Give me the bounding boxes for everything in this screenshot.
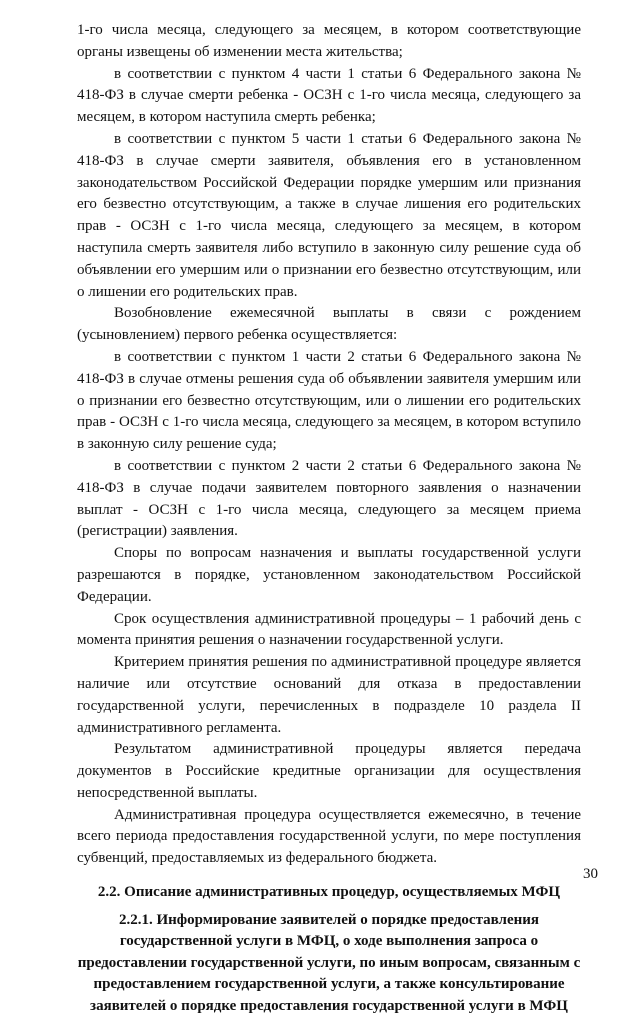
paragraph: в соответствии с пунктом 2 части 2 статьи 6 Федерального закона № 418-ФЗ в случае подачи заявителем повторного заявления о назначении выплат - ОСЗН с 1-го числа месяца, следующего за месяцем приема (регистрации) заявления. xyxy=(77,457,581,540)
paragraph: 1-го числа месяца, следующего за месяцем, в котором соответствующие органы извещены об изменении места жительства; xyxy=(77,22,581,60)
page-number: 30 xyxy=(583,866,598,882)
paragraph: в соответствии с пунктом 5 части 1 статьи 6 Федерального закона № 418-ФЗ в случае смерти заявителя, объявления его в установленном законодательством Российской Федерации порядке умершим или признания его безвестно отсутствующим, а также в случае лишения его родительских прав - ОСЗН с 1-го числа месяца, следующего за месяцем, в котором наступила смерть заявителя либо вступило в законную силу решение суда об объявлении его умершим или о признании его безвестно отсутствующим, или о лишении его родительских прав. xyxy=(77,130,581,300)
paragraph: Срок осуществления административной процедуры – 1 рабочий день с момента принятия решения о назначении государственной услуги. xyxy=(77,610,581,649)
body-text xyxy=(77,20,581,870)
paragraph: в соответствии с пунктом 1 части 2 статьи 6 Федерального закона № 418-ФЗ в случае отмены решения суда об объявлении заявителя умершим или о признании его безвестно отсутствующим, или о лишении его родительских прав - ОСЗН с 1-го числа месяца, следующего за месяцем, в котором вступило в законную силу решение суда; xyxy=(77,348,581,453)
paragraph: Критерием принятия решения по административной процедуре является наличие или отсутствие оснований для отказа в предоставлении государственной услуги, перечисленных в подразделе 10 раздела II административного регламента. xyxy=(77,654,581,736)
paragraph: в соответствии с пунктом 4 части 1 статьи 6 Федерального закона № 418-ФЗ в случае смерти ребенка - ОСЗН с 1-го числа месяца, следующего за месяцем, в котором наступила смерть ребенка; xyxy=(77,65,581,126)
subsection-heading-2-2-1: 2.2.1. Информирование заявителей о порядке предоставления государственной услуги в МФЦ, о ходе выполнения запроса о предоставлении государственной услуги, по иным вопросам, связанным с предоставлением государственной услуги, а также консультирование заявителей о порядке предоставления государственной услуги в МФЦ xyxy=(77,911,581,1014)
section-heading-2-2: 2.2. Описание административных процедур, осуществляемых МФЦ xyxy=(97,884,561,901)
paragraph: Возобновление ежемесячной выплаты в связи с рождением (усыновлением) первого ребенка осуществляется: xyxy=(77,305,581,344)
paragraph: Споры по вопросам назначения и выплаты государственной услуги разрешаются в порядке, установленном законодательством Российской Федерации. xyxy=(77,545,581,605)
document-page xyxy=(77,20,581,1017)
paragraph: Административная процедура осуществляется ежемесячно, в течение всего периода предоставления государственной услуги, по мере поступления субвенций, предоставляемых из федерального бюджета. xyxy=(77,806,581,867)
paragraph: Результатом административной процедуры является передача документов в Российские кредитные организации для осуществления непосредственной выплаты. xyxy=(77,741,581,801)
